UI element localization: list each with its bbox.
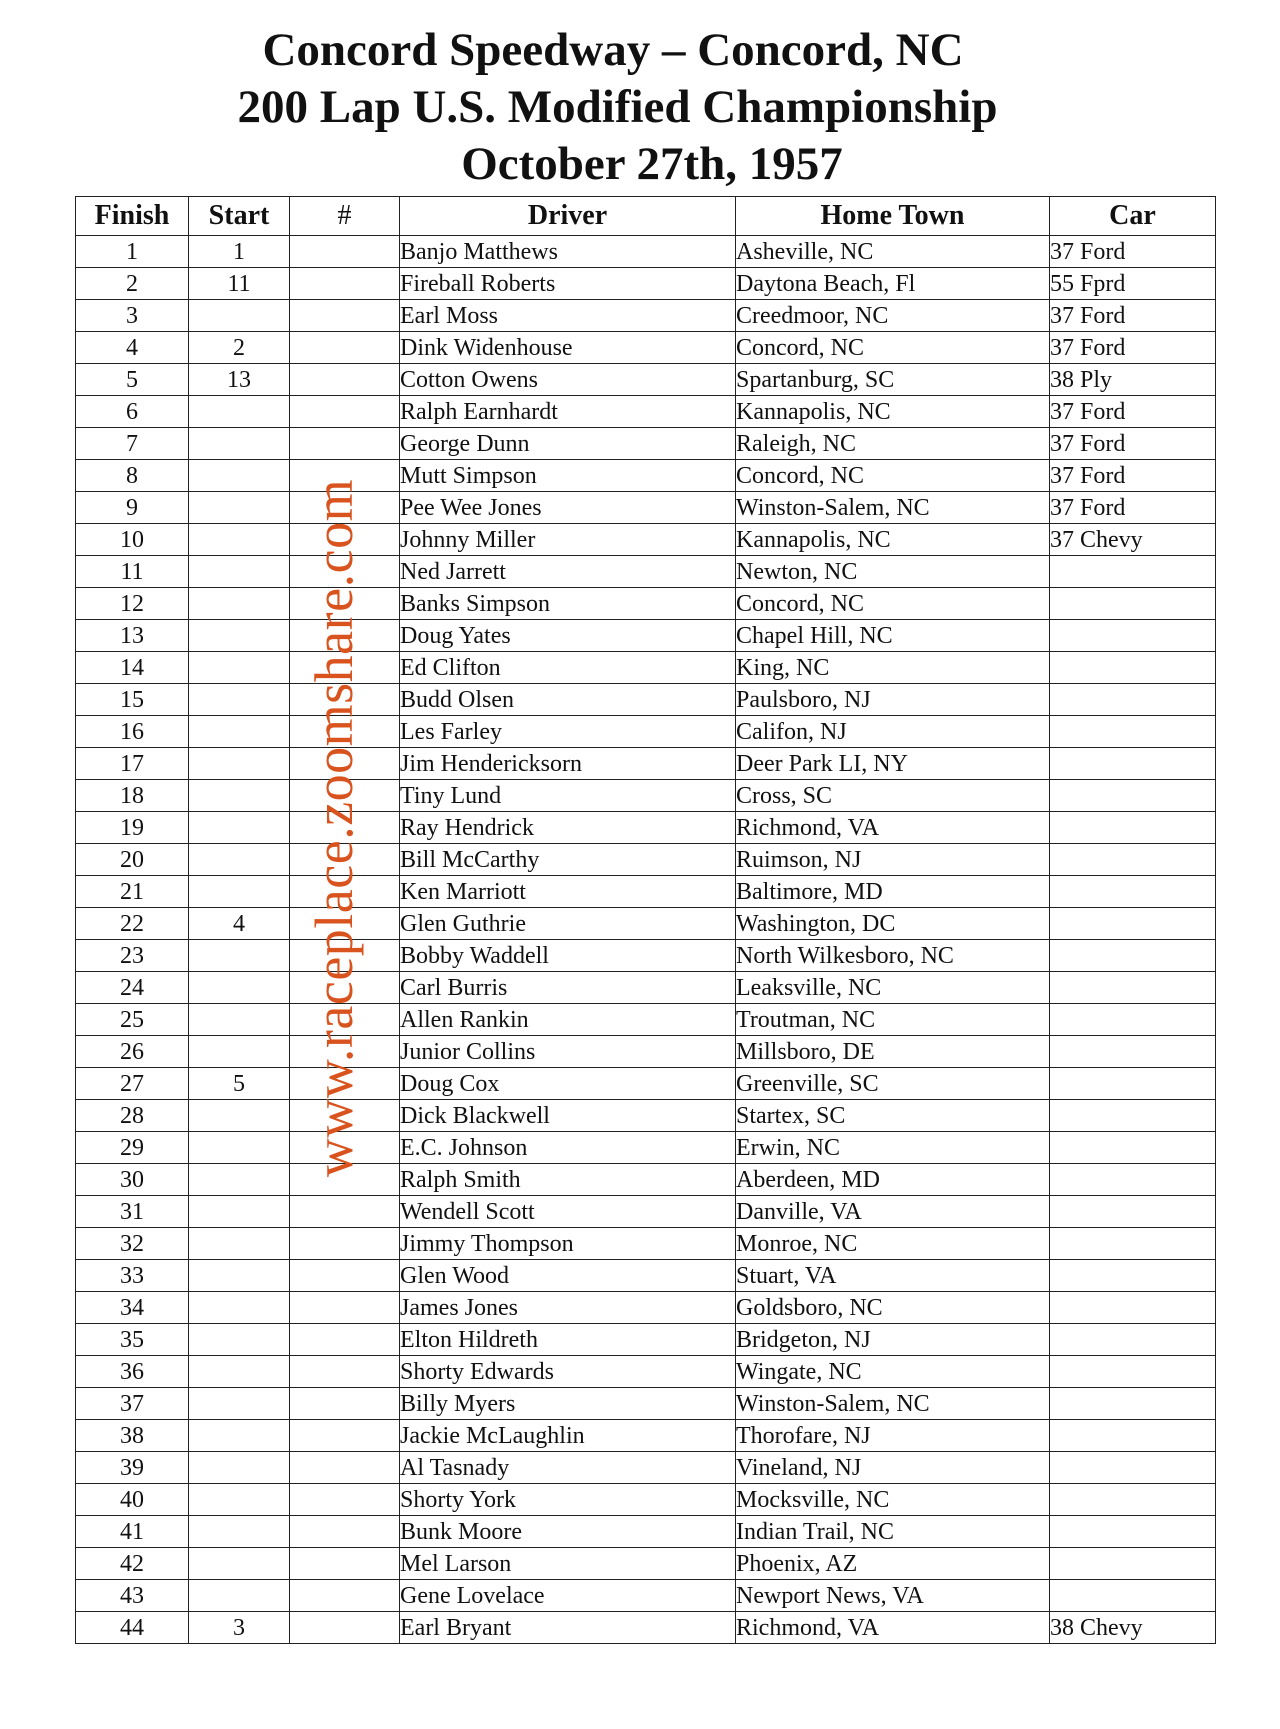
cell-start xyxy=(189,1548,290,1580)
cell-driver: Bill McCarthy xyxy=(400,844,736,876)
cell-hometown: Indian Trail, NC xyxy=(736,1516,1050,1548)
cell-driver: Earl Moss xyxy=(400,300,736,332)
cell-car xyxy=(1050,1420,1216,1452)
table-row xyxy=(76,716,1216,748)
cell-hometown: Millsboro, DE xyxy=(736,1036,1050,1068)
cell-hometown: Asheville, NC xyxy=(736,236,1050,268)
cell-car xyxy=(1050,1292,1216,1324)
cell-start xyxy=(189,844,290,876)
cell-hometown: Danville, VA xyxy=(736,1196,1050,1228)
cell-driver: Fireball Roberts xyxy=(400,268,736,300)
table-row xyxy=(76,1548,1216,1580)
cell-car: 38 Chevy xyxy=(1050,1612,1216,1644)
cell-start xyxy=(189,972,290,1004)
cell-car xyxy=(1050,1324,1216,1356)
cell-driver: Bunk Moore xyxy=(400,1516,736,1548)
cell-car xyxy=(1050,1548,1216,1580)
table-row xyxy=(76,1260,1216,1292)
cell-car-number xyxy=(290,1420,400,1452)
cell-car xyxy=(1050,652,1216,684)
cell-start xyxy=(189,1100,290,1132)
document-title xyxy=(0,22,1280,193)
cell-car xyxy=(1050,1452,1216,1484)
cell-hometown: King, NC xyxy=(736,652,1050,684)
cell-hometown: Paulsboro, NJ xyxy=(736,684,1050,716)
cell-driver: Ned Jarrett xyxy=(400,556,736,588)
cell-finish: 25 xyxy=(76,1004,189,1036)
cell-finish: 7 xyxy=(76,428,189,460)
cell-start xyxy=(189,396,290,428)
cell-finish: 42 xyxy=(76,1548,189,1580)
table-row xyxy=(76,332,1216,364)
cell-hometown: Startex, SC xyxy=(736,1100,1050,1132)
table-row xyxy=(76,620,1216,652)
cell-car-number xyxy=(290,1324,400,1356)
cell-car-number xyxy=(290,332,400,364)
cell-start xyxy=(189,1388,290,1420)
table-row xyxy=(76,1516,1216,1548)
column-header-hometown: Home Town xyxy=(736,197,1050,236)
cell-driver: Earl Bryant xyxy=(400,1612,736,1644)
cell-start xyxy=(189,620,290,652)
cell-car xyxy=(1050,876,1216,908)
cell-hometown: Spartanburg, SC xyxy=(736,364,1050,396)
table-row xyxy=(76,748,1216,780)
cell-finish: 16 xyxy=(76,716,189,748)
table-row xyxy=(76,492,1216,524)
cell-start: 5 xyxy=(189,1068,290,1100)
cell-car xyxy=(1050,716,1216,748)
cell-car-number xyxy=(290,236,400,268)
cell-car xyxy=(1050,1196,1216,1228)
cell-car xyxy=(1050,780,1216,812)
cell-driver: Ralph Smith xyxy=(400,1164,736,1196)
table-row xyxy=(76,876,1216,908)
cell-start xyxy=(189,684,290,716)
table-row xyxy=(76,652,1216,684)
cell-finish: 23 xyxy=(76,940,189,972)
table-row xyxy=(76,780,1216,812)
table-row xyxy=(76,1388,1216,1420)
cell-hometown: Raleigh, NC xyxy=(736,428,1050,460)
title-date: October 27th, 1957 xyxy=(461,138,843,190)
cell-hometown: Thorofare, NJ xyxy=(736,1420,1050,1452)
cell-car-number xyxy=(290,428,400,460)
cell-car-number xyxy=(290,1580,400,1612)
cell-driver: E.C. Johnson xyxy=(400,1132,736,1164)
table-row xyxy=(76,1004,1216,1036)
cell-car-number xyxy=(290,1484,400,1516)
table-row xyxy=(76,524,1216,556)
cell-finish: 17 xyxy=(76,748,189,780)
table-row xyxy=(76,812,1216,844)
table-row xyxy=(76,1068,1216,1100)
cell-finish: 24 xyxy=(76,972,189,1004)
table-row xyxy=(76,1612,1216,1644)
cell-driver: Jim Hendericksorn xyxy=(400,748,736,780)
table-row xyxy=(76,1132,1216,1164)
cell-car xyxy=(1050,1516,1216,1548)
cell-driver: Elton Hildreth xyxy=(400,1324,736,1356)
cell-hometown: Newport News, VA xyxy=(736,1580,1050,1612)
cell-start xyxy=(189,1452,290,1484)
cell-driver: Jimmy Thompson xyxy=(400,1228,736,1260)
cell-driver: Budd Olsen xyxy=(400,684,736,716)
cell-start xyxy=(189,780,290,812)
cell-hometown: Bridgeton, NJ xyxy=(736,1324,1050,1356)
cell-driver: Banks Simpson xyxy=(400,588,736,620)
cell-car xyxy=(1050,588,1216,620)
cell-car-number xyxy=(290,268,400,300)
cell-car-number xyxy=(290,1452,400,1484)
cell-hometown: Kannapolis, NC xyxy=(736,396,1050,428)
cell-start xyxy=(189,716,290,748)
cell-start xyxy=(189,1356,290,1388)
cell-finish: 27 xyxy=(76,1068,189,1100)
column-header-number: # xyxy=(290,197,400,236)
cell-finish: 3 xyxy=(76,300,189,332)
cell-finish: 20 xyxy=(76,844,189,876)
cell-car xyxy=(1050,908,1216,940)
cell-finish: 26 xyxy=(76,1036,189,1068)
cell-driver: Dick Blackwell xyxy=(400,1100,736,1132)
cell-driver: Ralph Earnhardt xyxy=(400,396,736,428)
cell-driver: George Dunn xyxy=(400,428,736,460)
cell-car xyxy=(1050,1228,1216,1260)
cell-driver: Johnny Miller xyxy=(400,524,736,556)
table-row xyxy=(76,588,1216,620)
table-row xyxy=(76,1036,1216,1068)
cell-start xyxy=(189,1260,290,1292)
cell-car: 37 Ford xyxy=(1050,492,1216,524)
cell-car: 37 Ford xyxy=(1050,396,1216,428)
cell-driver: Doug Yates xyxy=(400,620,736,652)
cell-finish: 1 xyxy=(76,236,189,268)
cell-finish: 31 xyxy=(76,1196,189,1228)
cell-car xyxy=(1050,556,1216,588)
cell-hometown: Winston-Salem, NC xyxy=(736,1388,1050,1420)
table-row xyxy=(76,1228,1216,1260)
cell-driver: Les Farley xyxy=(400,716,736,748)
cell-finish: 6 xyxy=(76,396,189,428)
cell-hometown: Greenville, SC xyxy=(736,1068,1050,1100)
cell-finish: 39 xyxy=(76,1452,189,1484)
column-header-finish: Finish xyxy=(76,197,189,236)
cell-car-number xyxy=(290,1356,400,1388)
cell-start: 1 xyxy=(189,236,290,268)
cell-start xyxy=(189,492,290,524)
cell-hometown: Ruimson, NJ xyxy=(736,844,1050,876)
cell-driver: Cotton Owens xyxy=(400,364,736,396)
table-header-row xyxy=(76,197,1216,236)
table-row xyxy=(76,1292,1216,1324)
table-row xyxy=(76,428,1216,460)
table-row xyxy=(76,396,1216,428)
watermark-text: www.raceplace.zoomshare.com xyxy=(304,478,364,1178)
cell-car-number xyxy=(290,1516,400,1548)
cell-finish: 32 xyxy=(76,1228,189,1260)
cell-start: 11 xyxy=(189,268,290,300)
cell-car xyxy=(1050,940,1216,972)
cell-start xyxy=(189,300,290,332)
cell-driver: Doug Cox xyxy=(400,1068,736,1100)
cell-finish: 22 xyxy=(76,908,189,940)
cell-finish: 30 xyxy=(76,1164,189,1196)
cell-car xyxy=(1050,1356,1216,1388)
table-row xyxy=(76,268,1216,300)
table-row xyxy=(76,556,1216,588)
cell-driver: Gene Lovelace xyxy=(400,1580,736,1612)
table-row xyxy=(76,1420,1216,1452)
cell-car: 37 Ford xyxy=(1050,236,1216,268)
cell-hometown: Washington, DC xyxy=(736,908,1050,940)
cell-car: 37 Ford xyxy=(1050,428,1216,460)
cell-hometown: Daytona Beach, Fl xyxy=(736,268,1050,300)
cell-car xyxy=(1050,748,1216,780)
cell-finish: 21 xyxy=(76,876,189,908)
cell-hometown: Richmond, VA xyxy=(736,1612,1050,1644)
cell-hometown: Vineland, NJ xyxy=(736,1452,1050,1484)
cell-hometown: North Wilkesboro, NC xyxy=(736,940,1050,972)
cell-hometown: Kannapolis, NC xyxy=(736,524,1050,556)
table-row xyxy=(76,940,1216,972)
table-row xyxy=(76,972,1216,1004)
cell-start xyxy=(189,652,290,684)
cell-hometown: Phoenix, AZ xyxy=(736,1548,1050,1580)
cell-start xyxy=(189,940,290,972)
results-table xyxy=(75,196,1216,1644)
cell-driver: Ken Marriott xyxy=(400,876,736,908)
table-row xyxy=(76,1324,1216,1356)
cell-start xyxy=(189,1196,290,1228)
cell-hometown: Creedmoor, NC xyxy=(736,300,1050,332)
cell-driver: James Jones xyxy=(400,1292,736,1324)
cell-car xyxy=(1050,1260,1216,1292)
cell-car-number xyxy=(290,1196,400,1228)
cell-hometown: Troutman, NC xyxy=(736,1004,1050,1036)
cell-start xyxy=(189,1004,290,1036)
cell-hometown: Winston-Salem, NC xyxy=(736,492,1050,524)
cell-hometown: Wingate, NC xyxy=(736,1356,1050,1388)
cell-car xyxy=(1050,1580,1216,1612)
cell-start xyxy=(189,748,290,780)
cell-hometown: Erwin, NC xyxy=(736,1132,1050,1164)
cell-finish: 44 xyxy=(76,1612,189,1644)
cell-driver: Wendell Scott xyxy=(400,1196,736,1228)
cell-driver: Ray Hendrick xyxy=(400,812,736,844)
cell-car xyxy=(1050,1036,1216,1068)
cell-start xyxy=(189,1420,290,1452)
column-header-car: Car xyxy=(1050,197,1216,236)
cell-car xyxy=(1050,1100,1216,1132)
cell-finish: 12 xyxy=(76,588,189,620)
table-row xyxy=(76,684,1216,716)
cell-finish: 2 xyxy=(76,268,189,300)
cell-start xyxy=(189,1228,290,1260)
cell-hometown: Chapel Hill, NC xyxy=(736,620,1050,652)
table-row xyxy=(76,236,1216,268)
cell-start xyxy=(189,876,290,908)
cell-start: 4 xyxy=(189,908,290,940)
cell-finish: 29 xyxy=(76,1132,189,1164)
table-row xyxy=(76,1452,1216,1484)
cell-car-number xyxy=(290,300,400,332)
cell-finish: 35 xyxy=(76,1324,189,1356)
cell-hometown: Stuart, VA xyxy=(736,1260,1050,1292)
cell-start xyxy=(189,1516,290,1548)
cell-car xyxy=(1050,1388,1216,1420)
cell-car xyxy=(1050,972,1216,1004)
cell-car-number xyxy=(290,1388,400,1420)
title-track: Concord Speedway – Concord, NC xyxy=(262,24,964,76)
cell-driver: Glen Wood xyxy=(400,1260,736,1292)
column-header-driver: Driver xyxy=(400,197,736,236)
cell-driver: Glen Guthrie xyxy=(400,908,736,940)
cell-start xyxy=(189,556,290,588)
table-row xyxy=(76,1196,1216,1228)
cell-car xyxy=(1050,1164,1216,1196)
cell-finish: 13 xyxy=(76,620,189,652)
cell-car: 38 Ply xyxy=(1050,364,1216,396)
cell-hometown: Goldsboro, NC xyxy=(736,1292,1050,1324)
cell-start xyxy=(189,812,290,844)
table-row xyxy=(76,1580,1216,1612)
title-event: 200 Lap U.S. Modified Championship xyxy=(237,81,998,133)
cell-car-number xyxy=(290,364,400,396)
cell-hometown: Concord, NC xyxy=(736,460,1050,492)
cell-car-number xyxy=(290,1260,400,1292)
cell-start: 13 xyxy=(189,364,290,396)
cell-car xyxy=(1050,812,1216,844)
cell-car: 37 Ford xyxy=(1050,460,1216,492)
cell-finish: 41 xyxy=(76,1516,189,1548)
table-row xyxy=(76,1100,1216,1132)
cell-hometown: Concord, NC xyxy=(736,588,1050,620)
cell-car xyxy=(1050,620,1216,652)
cell-driver: Carl Burris xyxy=(400,972,736,1004)
cell-driver: Allen Rankin xyxy=(400,1004,736,1036)
cell-finish: 18 xyxy=(76,780,189,812)
results-body xyxy=(76,236,1216,1644)
cell-driver: Al Tasnady xyxy=(400,1452,736,1484)
cell-finish: 33 xyxy=(76,1260,189,1292)
table-row xyxy=(76,908,1216,940)
cell-start xyxy=(189,524,290,556)
cell-car: 37 Ford xyxy=(1050,300,1216,332)
cell-finish: 5 xyxy=(76,364,189,396)
cell-hometown: Deer Park LI, NY xyxy=(736,748,1050,780)
cell-start xyxy=(189,1324,290,1356)
cell-car-number xyxy=(290,1228,400,1260)
cell-start xyxy=(189,1292,290,1324)
table-row xyxy=(76,1164,1216,1196)
cell-start xyxy=(189,1132,290,1164)
cell-car-number xyxy=(290,396,400,428)
table-row xyxy=(76,300,1216,332)
table-row xyxy=(76,460,1216,492)
cell-hometown: Concord, NC xyxy=(736,332,1050,364)
cell-finish: 34 xyxy=(76,1292,189,1324)
cell-driver: Shorty York xyxy=(400,1484,736,1516)
cell-driver: Ed Clifton xyxy=(400,652,736,684)
cell-car xyxy=(1050,1004,1216,1036)
column-header-start: Start xyxy=(189,197,290,236)
table-row xyxy=(76,1356,1216,1388)
cell-driver: Shorty Edwards xyxy=(400,1356,736,1388)
cell-driver: Mel Larson xyxy=(400,1548,736,1580)
cell-finish: 19 xyxy=(76,812,189,844)
cell-hometown: Baltimore, MD xyxy=(736,876,1050,908)
cell-hometown: Richmond, VA xyxy=(736,812,1050,844)
cell-finish: 43 xyxy=(76,1580,189,1612)
cell-driver: Banjo Matthews xyxy=(400,236,736,268)
cell-start xyxy=(189,1036,290,1068)
cell-driver: Billy Myers xyxy=(400,1388,736,1420)
cell-finish: 38 xyxy=(76,1420,189,1452)
cell-car-number xyxy=(290,1612,400,1644)
cell-driver: Dink Widenhouse xyxy=(400,332,736,364)
cell-car: 55 Fprd xyxy=(1050,268,1216,300)
cell-finish: 8 xyxy=(76,460,189,492)
cell-start xyxy=(189,588,290,620)
cell-finish: 9 xyxy=(76,492,189,524)
cell-finish: 14 xyxy=(76,652,189,684)
cell-finish: 37 xyxy=(76,1388,189,1420)
cell-car xyxy=(1050,1484,1216,1516)
cell-start xyxy=(189,1484,290,1516)
cell-driver: Tiny Lund xyxy=(400,780,736,812)
cell-car: 37 Ford xyxy=(1050,332,1216,364)
cell-start xyxy=(189,1580,290,1612)
cell-driver: Pee Wee Jones xyxy=(400,492,736,524)
cell-finish: 40 xyxy=(76,1484,189,1516)
cell-hometown: Monroe, NC xyxy=(736,1228,1050,1260)
cell-car xyxy=(1050,1068,1216,1100)
cell-finish: 11 xyxy=(76,556,189,588)
cell-finish: 28 xyxy=(76,1100,189,1132)
cell-driver: Mutt Simpson xyxy=(400,460,736,492)
cell-finish: 4 xyxy=(76,332,189,364)
cell-start: 3 xyxy=(189,1612,290,1644)
cell-car-number xyxy=(290,1292,400,1324)
cell-hometown: Aberdeen, MD xyxy=(736,1164,1050,1196)
table-row xyxy=(76,364,1216,396)
cell-driver: Junior Collins xyxy=(400,1036,736,1068)
cell-start xyxy=(189,460,290,492)
cell-hometown: Califon, NJ xyxy=(736,716,1050,748)
cell-hometown: Mocksville, NC xyxy=(736,1484,1050,1516)
cell-start xyxy=(189,428,290,460)
cell-finish: 10 xyxy=(76,524,189,556)
cell-car xyxy=(1050,1132,1216,1164)
cell-car-number xyxy=(290,1548,400,1580)
cell-hometown: Newton, NC xyxy=(736,556,1050,588)
table-row xyxy=(76,1484,1216,1516)
cell-start xyxy=(189,1164,290,1196)
cell-car xyxy=(1050,844,1216,876)
cell-driver: Jackie McLaughlin xyxy=(400,1420,736,1452)
cell-hometown: Cross, SC xyxy=(736,780,1050,812)
cell-car xyxy=(1050,684,1216,716)
cell-finish: 15 xyxy=(76,684,189,716)
table-row xyxy=(76,844,1216,876)
cell-hometown: Leaksville, NC xyxy=(736,972,1050,1004)
cell-car: 37 Chevy xyxy=(1050,524,1216,556)
cell-start: 2 xyxy=(189,332,290,364)
cell-finish: 36 xyxy=(76,1356,189,1388)
cell-driver: Bobby Waddell xyxy=(400,940,736,972)
